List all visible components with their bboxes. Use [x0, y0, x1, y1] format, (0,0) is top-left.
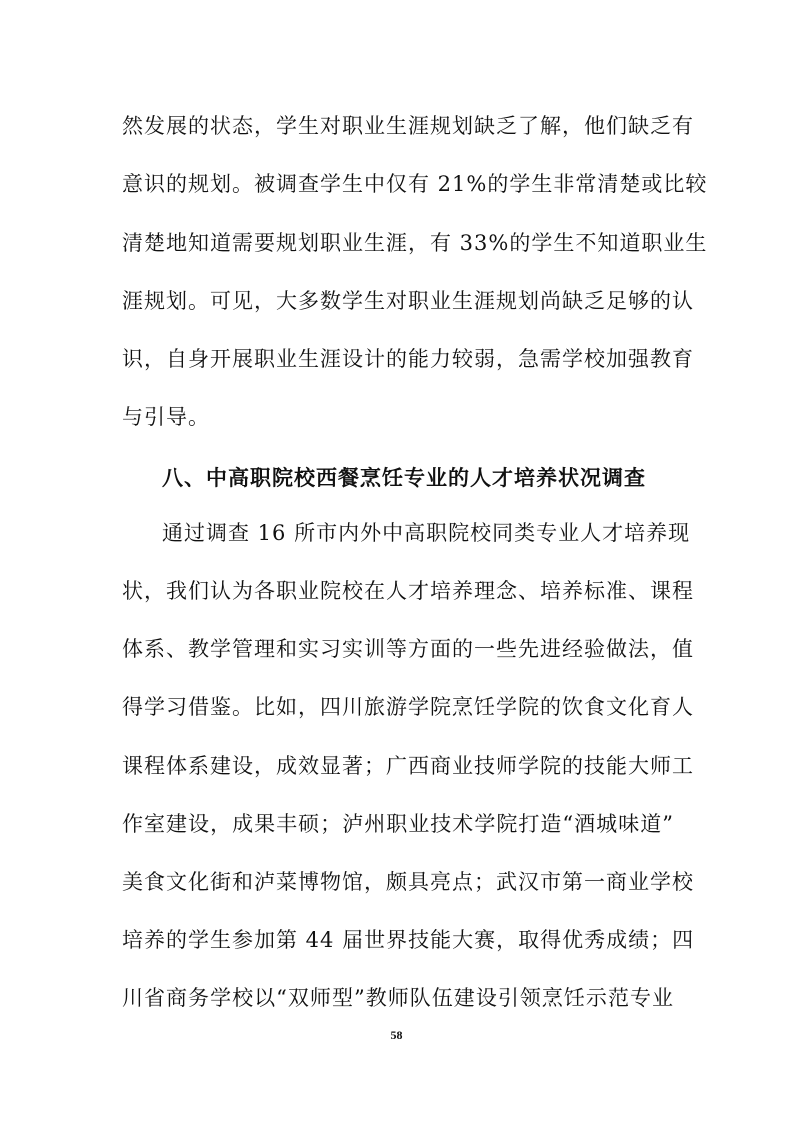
paragraph-line: 体系、教学管理和实习实训等方面的一些先进经验做法，值	[122, 637, 694, 661]
paragraph-line: 然发展的状态，学生对职业生涯规划缺乏了解，他们缺乏有	[122, 114, 694, 138]
paragraph-line: 培养的学生参加第 44 届世界技能大赛，取得优秀成绩；四	[122, 928, 695, 952]
paragraph-line: 意识的规划。被调查学生中仅有 21%的学生非常清楚或比较	[122, 172, 708, 196]
paragraph-line: 清楚地知道需要规划职业生涯，有 33%的学生不知道职业生	[122, 231, 708, 255]
paragraph-line: 状，我们认为各职业院校在人才培养理念、培养标准、课程	[122, 579, 694, 603]
page-number: 58	[390, 1028, 403, 1042]
paragraph-line: 美食文化街和泸菜博物馆，颇具亮点；武汉市第一商业学校	[122, 870, 694, 894]
section-heading: 八、中高职院校西餐烹饪专业的人才培养状况调查	[162, 465, 646, 490]
paragraph-line: 与引导。	[122, 405, 210, 429]
paragraph-line: 川省商务学校以“双师型”教师队伍建设引领烹饪示范专业	[122, 986, 674, 1010]
paragraph-line: 课程体系建设，成效显著；广西商业技师学院的技能大师工	[122, 754, 694, 778]
paragraph-line: 作室建设，成果丰硕；泸州职业技术学院打造“酒城味道”	[122, 812, 674, 836]
paragraph-line: 通过调查 16 所市内外中高职院校同类专业人才培养现	[162, 521, 691, 545]
paragraph-line: 识，自身开展职业生涯设计的能力较弱，急需学校加强教育	[122, 347, 694, 371]
paragraph-line: 得学习借鉴。比如，四川旅游学院烹饪学院的饮食文化育人	[122, 695, 694, 719]
paragraph-line: 涯规划。可见，大多数学生对职业生涯规划尚缺乏足够的认	[122, 289, 694, 313]
